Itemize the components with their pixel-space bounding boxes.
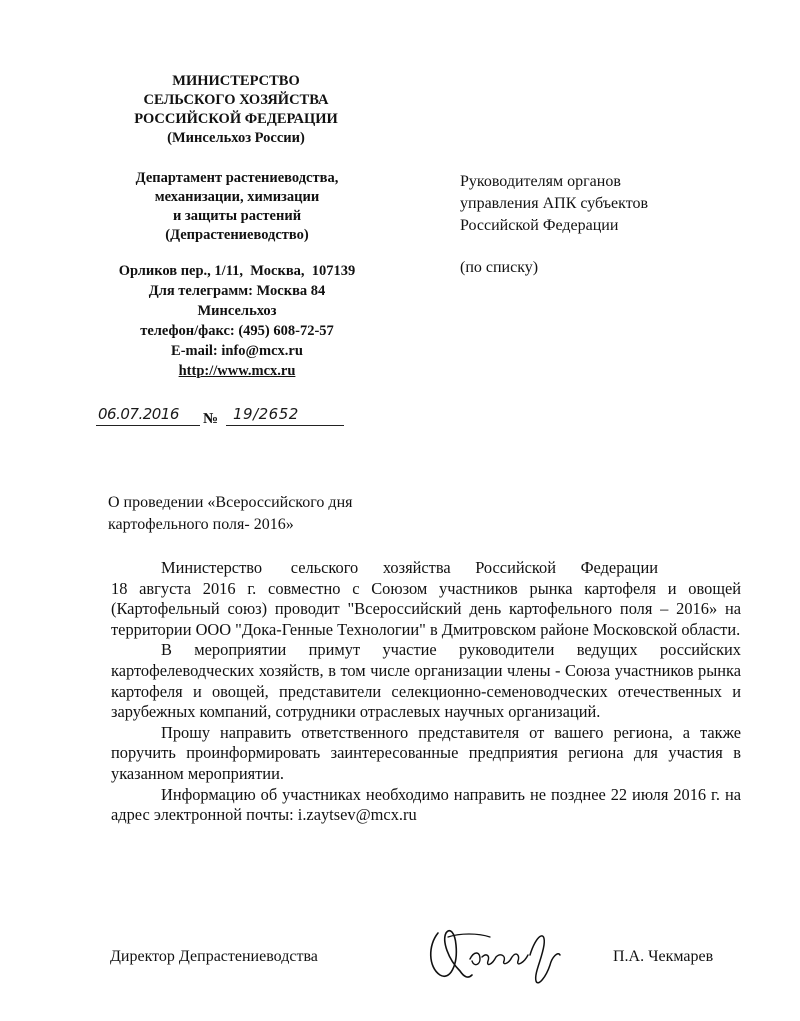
ministry-name: [118, 72, 354, 148]
telegram-address: Для телеграмм: Москва 84: [148, 283, 326, 299]
ministry-line-3: РОССИЙСКОЙ ФЕДЕРАЦИИ: [134, 111, 338, 127]
paragraph-1-first-line: Министерство сельского хозяйства Российской Федерации: [161, 558, 658, 577]
signatory-name: П.А. Чекмарев: [613, 948, 714, 965]
signatory-position: Директор Депрастениеводства: [110, 948, 318, 965]
letter-body: [111, 558, 741, 826]
department-line-2: механизации, химизации: [154, 189, 320, 205]
subject-line-2: картофельного поля- 2016»: [108, 516, 294, 533]
number-underline: [226, 425, 344, 426]
department-line-3: и защиты растений: [172, 208, 302, 224]
paragraph-1: 18 августа 2016 г. совместно с Союзом участников рынка картофеля и овощей (Картофельный союз) проводит "Всероссийский день картофельного поля – 2016» на территории ООО "Дока-Генные Технологии" в Дмитровском районе Московской области.: [111, 578, 741, 639]
department-line-1: Департамент растениеводства,: [135, 170, 339, 186]
subject: [108, 492, 352, 536]
recipient-line-2: управления АПК субъектов: [460, 195, 649, 212]
address: Орликов пер., 1/11, Москва, 107139: [118, 263, 356, 279]
recipient-line-1: Руководителям органов: [460, 173, 621, 190]
subject-line-1: О проведении «Всероссийского дня: [108, 494, 353, 511]
ministry-line-2: СЕЛЬСКОГО ХОЗЯЙСТВА: [143, 92, 329, 108]
website-link[interactable]: http://www.mcx.ru: [178, 363, 296, 379]
paragraph-4: Информацию об участниках необходимо направить не позднее 22 июля 2016 г. на адрес электронной почты: i.zaytsev@mcx.ru: [111, 784, 741, 825]
recipient-note: (по списку): [460, 259, 539, 276]
department-name: [96, 169, 378, 245]
paragraph-3: Прошу направить ответственного представителя от вашего региона, а также поручить проинформировать заинтересованные предприятия региона для участия в указанном мероприятии.: [111, 722, 741, 783]
handwritten-signature: [420, 915, 580, 995]
phone-fax: телефон/факс: (495) 608-72-57: [140, 323, 334, 339]
email: E-mail: info@mcx.ru: [171, 343, 303, 359]
recipient-block: [460, 171, 760, 237]
recipient-line-3: Российской Федерации: [460, 217, 619, 234]
telegram-name: Минсельхоз: [197, 303, 277, 319]
registration-date: 06.07.2016: [98, 405, 179, 423]
number-sign: №: [203, 411, 219, 427]
date-underline: [96, 425, 200, 426]
contact-block: [84, 261, 390, 381]
department-short: (Депрастениеводство): [165, 227, 309, 243]
paragraph-2: В мероприятии примут участие руководители ведущих российских картофелеводческих хозяйств, в том числе организации члены - Союза участников рынка картофеля и овощей, представители селекционно-семеноводческих отечественных и зарубежных компаний, сотрудники отраслевых научных организаций.: [111, 640, 741, 722]
ministry-short: (Минсельхоз России): [167, 130, 305, 146]
ministry-line-1: МИНИСТЕРСТВО: [172, 73, 300, 89]
registration-number: 19/2652: [233, 405, 299, 423]
